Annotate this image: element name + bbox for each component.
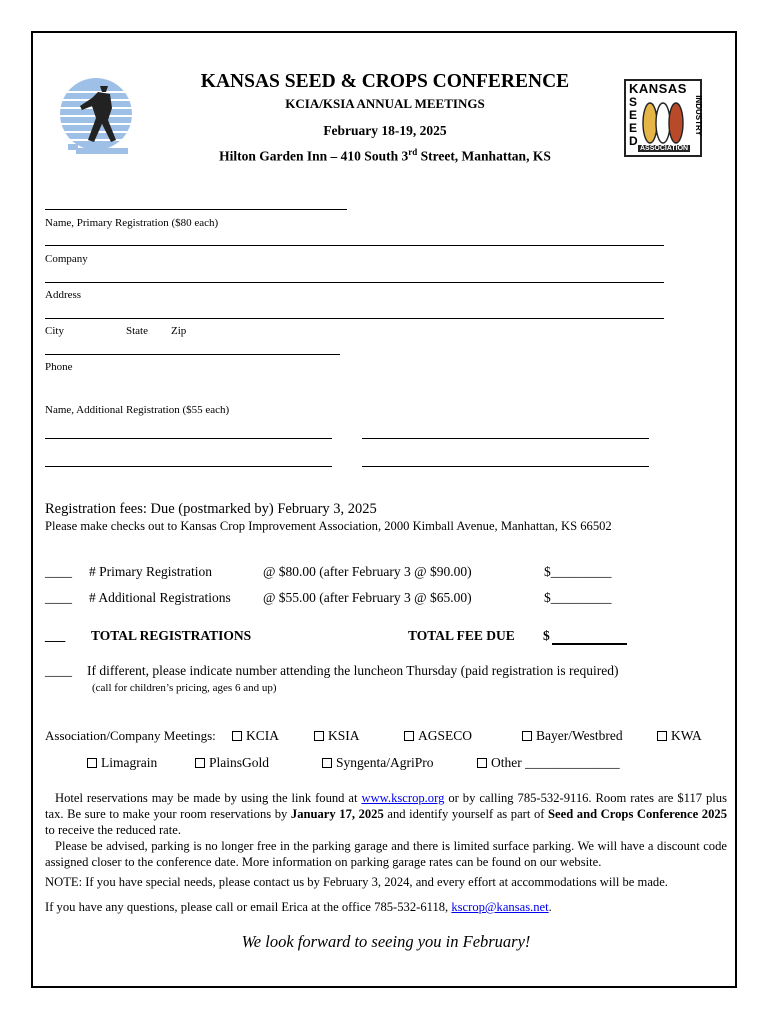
hotel-text-4: to receive the reduced rate. <box>45 823 181 837</box>
venue-prefix: Hilton Garden Inn – 410 South 3 <box>219 148 409 164</box>
ksia-logo-letter-s: S <box>629 95 638 109</box>
meeting-option-bayer-westbred[interactable] <box>522 728 623 744</box>
meeting-option-label: KWA <box>671 728 702 743</box>
additional-name-label: Name, Additional Registration ($55 each) <box>45 404 230 416</box>
kscrop-website-link[interactable]: www.kscrop.org <box>361 791 445 805</box>
event-venue <box>150 147 620 165</box>
hotel-text-1: Hotel reservations may be made by using the link found at <box>55 791 362 805</box>
primary-name-label: Name, Primary Registration ($80 each) <box>45 217 219 229</box>
primary-reg-rate: @ $80.00 (after February 3 @ $90.00) <box>263 564 472 579</box>
questions-line <box>45 900 552 915</box>
total-fee-due-label: TOTAL FEE DUE <box>408 628 515 643</box>
meeting-option-label: Bayer/Westbred <box>536 728 623 743</box>
total-fee-due-line[interactable] <box>552 643 627 645</box>
ksia-logo-side-word: INDUSTRY <box>693 95 703 136</box>
total-fee-due-dollar: $ <box>543 628 550 643</box>
ksia-logo-bottom-word: ASSOCIATION <box>640 145 689 152</box>
page-title: KANSAS SEED & CROPS CONFERENCE <box>200 71 570 92</box>
luncheon-text: If different, please indicate number attending the luncheon Thursday (paid registration is required) <box>87 663 619 678</box>
luncheon-note: (call for children’s pricing, ages 6 and up) <box>92 682 277 694</box>
meeting-option-label: Other ______________ <box>491 755 620 770</box>
meeting-option-syngenta-agripro[interactable] <box>322 755 434 771</box>
fees-checks-note: Please make checks out to Kansas Crop Improvement Association, 2000 Kimball Avenue, Manhattan, KS 66502 <box>45 519 612 533</box>
additional-name-line-2[interactable] <box>362 438 649 439</box>
phone-line[interactable] <box>45 354 340 355</box>
meeting-option-label: Limagrain <box>101 755 158 770</box>
meeting-option-kcia[interactable] <box>232 728 279 744</box>
parking-paragraph: Please be advised, parking is no longer free in the parking garage and there is limited surface parking. We will have a discount code assigned closer to the conference date. More information on parking garage rates can be found on our website. <box>45 839 727 869</box>
primary-name-line[interactable] <box>45 209 347 210</box>
fees-heading: Registration fees: Due (postmarked by) February 3, 2025 <box>45 501 377 517</box>
additional-reg-amount[interactable]: $_________ <box>544 590 612 605</box>
ksia-logo <box>624 79 702 157</box>
primary-reg-label: # Primary Registration <box>89 564 212 579</box>
zip-label: Zip <box>171 325 187 337</box>
ksia-logo-letter-d: D <box>629 134 638 148</box>
meetings-label: Association/Company Meetings: <box>45 728 216 743</box>
venue-suffix: Street, Manhattan, KS <box>417 148 551 164</box>
company-label: Company <box>45 253 88 265</box>
phone-label: Phone <box>45 361 73 373</box>
seed-leaves-icon <box>640 97 686 147</box>
meeting-option-label: PlainsGold <box>209 755 270 770</box>
meeting-option-plainsgold[interactable] <box>195 755 269 771</box>
hotel-text-2: or by calling 785-532-9116. Room rates are $117 plus tax. Be sure to make your room reservations by <box>45 791 727 821</box>
additional-reg-rate: @ $55.00 (after February 3 @ $65.00) <box>263 590 472 605</box>
sower-icon <box>56 74 134 160</box>
hotel-paragraph <box>45 790 727 838</box>
event-dates: February 18-19, 2025 <box>323 123 447 138</box>
luncheon-blank[interactable]: ____ <box>45 663 72 678</box>
primary-reg-amount[interactable]: $_________ <box>544 564 612 579</box>
meeting-option-limagrain[interactable] <box>87 755 157 771</box>
meeting-option-label: KSIA <box>328 728 360 743</box>
checkbox[interactable] <box>404 731 414 741</box>
meeting-option-label: AGSECO <box>418 728 473 743</box>
meeting-option-ksia[interactable] <box>314 728 360 744</box>
address-label: Address <box>45 289 82 301</box>
checkbox[interactable] <box>477 758 487 768</box>
additional-reg-blank[interactable]: ____ <box>45 590 72 605</box>
total-registrations-label: TOTAL REGISTRATIONS <box>91 628 252 643</box>
page-subtitle: KCIA/KSIA ANNUAL MEETINGS <box>285 96 485 111</box>
email-link[interactable]: kscrop@kansas.net <box>451 900 549 914</box>
meeting-option-other[interactable] <box>477 755 620 771</box>
hotel-conference-name: Seed and Crops Conference 2025 <box>548 807 727 821</box>
primary-reg-blank[interactable]: ____ <box>45 564 72 579</box>
questions-text: If you have any questions, please call or email Erica at the office 785-532-6118, <box>45 900 452 914</box>
additional-name-line-3[interactable] <box>45 466 332 467</box>
address-line[interactable] <box>45 282 664 283</box>
meeting-option-label: Syngenta/AgriPro <box>336 755 434 770</box>
total-registrations-blank[interactable]: ___ <box>45 628 66 643</box>
special-needs-note: NOTE: If you have special needs, please contact us by February 3, 2024, and every effort at accommodations will be made. <box>45 875 668 889</box>
city-state-zip-line[interactable] <box>45 318 664 319</box>
checkbox[interactable] <box>232 731 242 741</box>
hotel-text-3: and identify yourself as part of <box>383 807 549 821</box>
ksia-logo-letter-e2: E <box>629 121 638 135</box>
checkbox[interactable] <box>314 731 324 741</box>
venue-superscript: rd <box>408 147 418 157</box>
checkbox[interactable] <box>87 758 97 768</box>
additional-name-line-1[interactable] <box>45 438 332 439</box>
sower-logo <box>56 74 134 160</box>
checkbox[interactable] <box>657 731 667 741</box>
ksia-logo-top-word: KANSAS <box>629 81 687 96</box>
meeting-option-kwa[interactable] <box>657 728 702 744</box>
checkbox[interactable] <box>522 731 532 741</box>
checkbox[interactable] <box>195 758 205 768</box>
meeting-option-label: KCIA <box>246 728 279 743</box>
checkbox[interactable] <box>322 758 332 768</box>
additional-reg-label: # Additional Registrations <box>89 590 231 605</box>
additional-name-line-4[interactable] <box>362 466 649 467</box>
company-line[interactable] <box>45 245 664 246</box>
state-label: State <box>126 325 148 337</box>
questions-end: . <box>548 900 552 914</box>
meeting-option-agseco[interactable] <box>404 728 472 744</box>
hotel-deadline: January 17, 2025 <box>290 807 384 821</box>
ksia-logo-letter-e1: E <box>629 108 638 122</box>
closing-message: We look forward to seeing you in February! <box>241 932 531 951</box>
city-label: City <box>45 325 64 337</box>
